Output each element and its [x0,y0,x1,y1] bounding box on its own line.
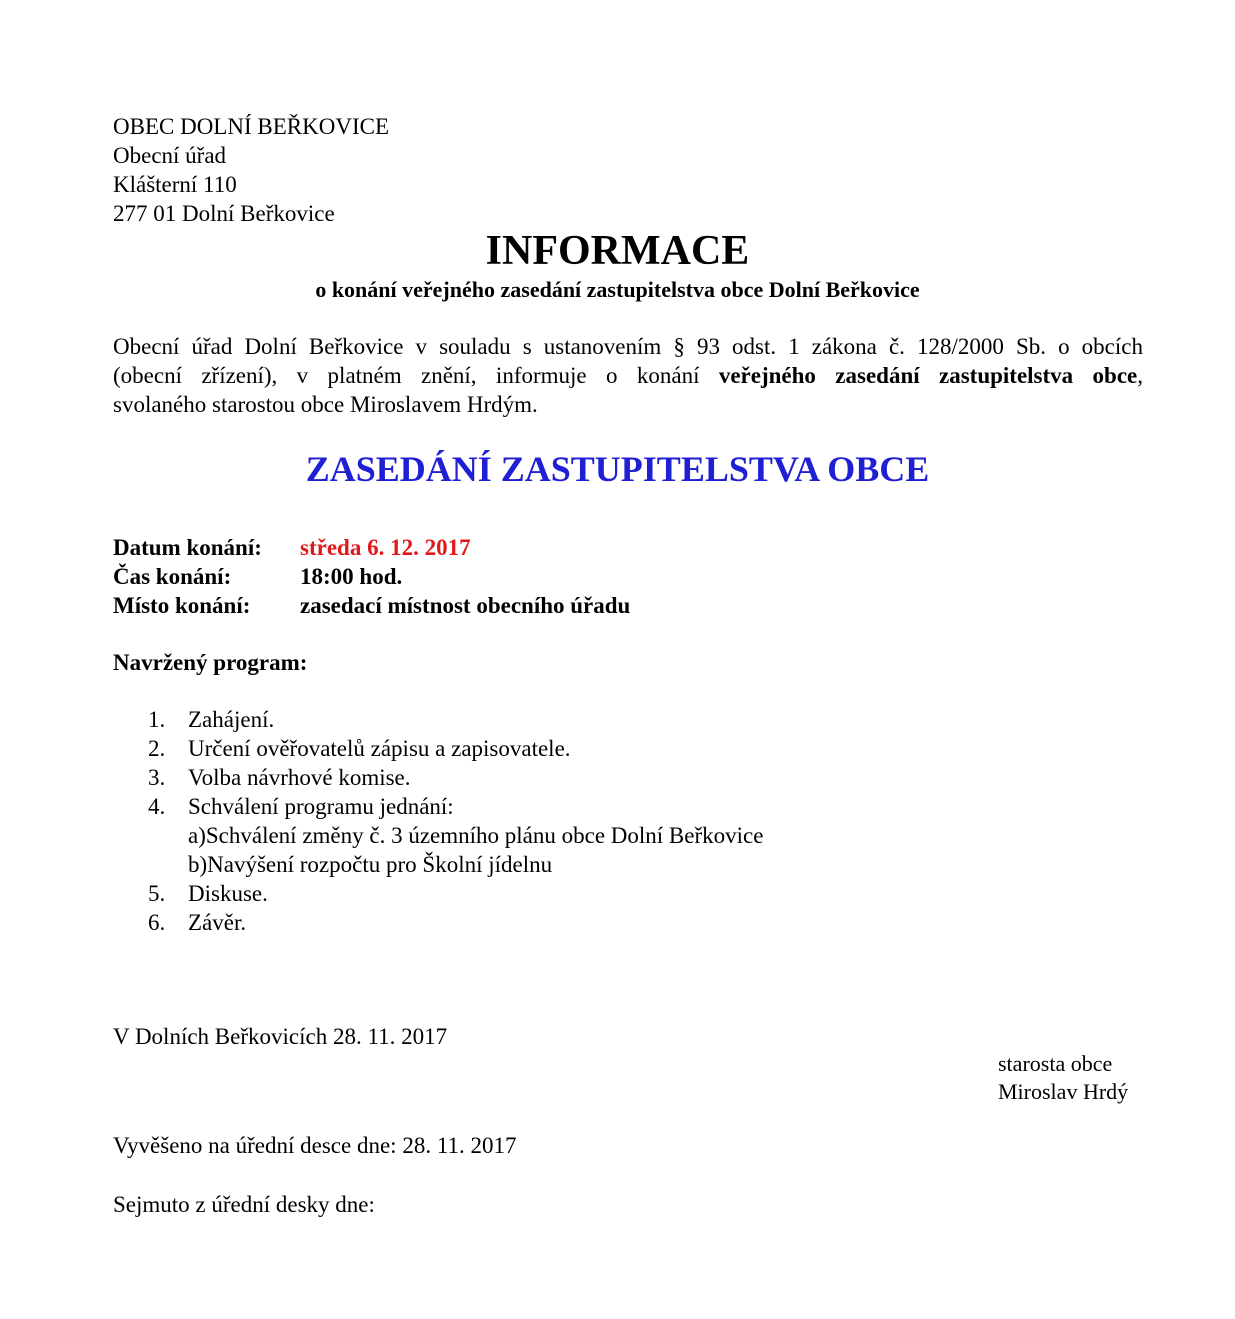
item-number: 2. [148,736,166,761]
item-text: Volba návrhové komise. [188,765,411,790]
date-label: Datum konání: [113,535,262,560]
document-title: INFORMACE [485,228,750,274]
time-label: Čas konání: [113,564,232,589]
date-value: středa 6. 12. 2017 [300,535,471,560]
item-text: Diskuse. [188,881,268,906]
item-number: 3. [148,765,166,790]
intro-line-1: Obecní úřad Dolní Beřkovice v souladu s ustanovením § 93 odst. 1 zákona č. 128/2000 Sb. o obcích [113,334,1143,359]
sender-municipality: OBEC DOLNÍ BEŘKOVICE [113,114,389,139]
sender-street: Klášterní 110 [113,172,237,197]
place-value: zasedací místnost obecního úřadu [300,593,631,618]
item-text: Schválení programu jednání: [188,794,454,819]
intro-line-2 [113,361,1143,390]
intro-line-2-text: (obecní zřízení), v platném znění, informuje o konání [113,363,719,388]
subitem-text: a)Schválení změny č. 3 územního plánu obce Dolní Beřkovice [188,823,764,848]
posted-date: Vyvěšeno na úřední desce dne: 28. 11. 2017 [113,1133,517,1158]
signature-block [998,1050,1128,1106]
item-text: Určení ověřovatelů zápisu a zapisovatele. [188,736,571,761]
document-subtitle: o konání veřejného zasedání zastupitelstva obce Dolní Beřkovice [315,277,920,302]
time-value: 18:00 hod. [300,564,403,589]
intro-line-3: svolaného starostou obce Miroslavem Hrdým. [113,392,538,417]
item-number: 4. [148,794,166,819]
program-title: Navržený program: [113,650,308,675]
meeting-heading: ZASEDÁNÍ ZASTUPITELSTVA OBCE [305,449,930,489]
intro-paragraph [113,332,1143,419]
item-number: 1. [148,707,166,732]
sender-address [113,112,389,228]
signature-role: starosta obce [998,1051,1113,1076]
item-number: 6. [148,910,166,935]
removed-date: Sejmuto z úřední desky dne: [113,1192,375,1217]
sender-office: Obecní úřad [113,143,227,168]
item-text: Závěr. [188,910,247,935]
intro-line-2-end: , [1137,363,1143,388]
sender-city: 277 01 Dolní Beřkovice [113,201,335,226]
subitem-text: b)Navýšení rozpočtu pro Školní jídelnu [188,852,553,877]
signature-name: Miroslav Hrdý [998,1079,1129,1104]
item-number: 5. [148,881,166,906]
place-label: Místo konání: [113,593,251,618]
place-and-date: V Dolních Beřkovicích 28. 11. 2017 [113,1024,448,1049]
item-text: Zahájení. [188,707,275,732]
intro-line-2-bold: veřejného zasedání zastupitelstva obce [718,363,1138,388]
